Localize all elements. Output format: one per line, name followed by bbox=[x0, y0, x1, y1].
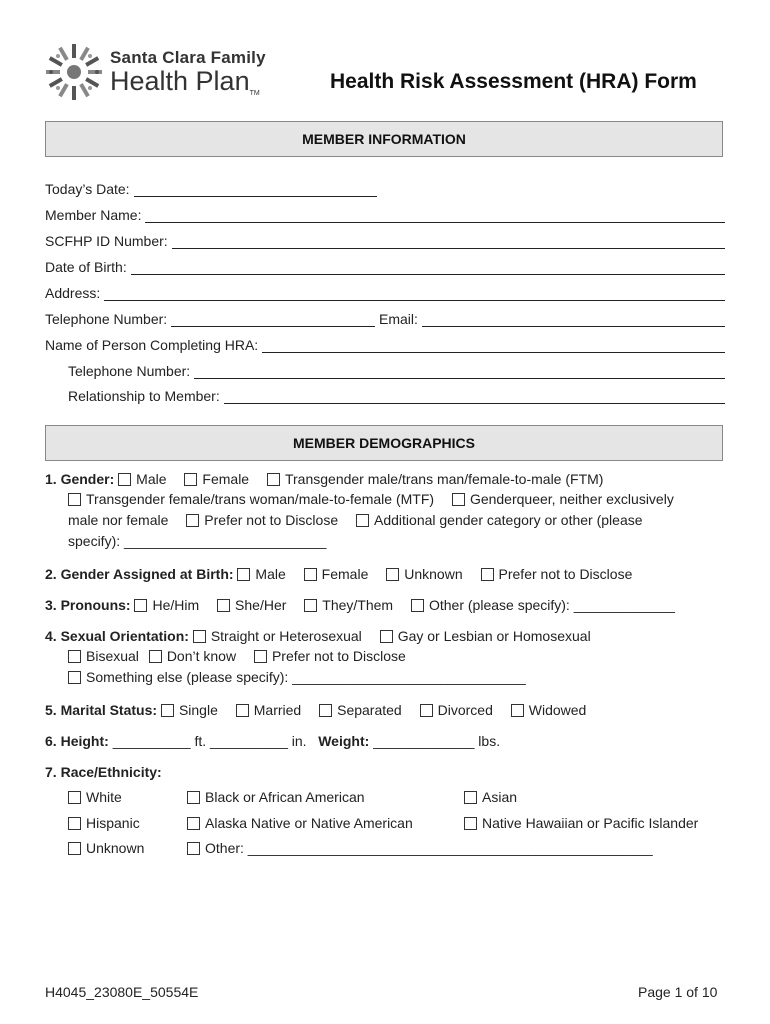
checkbox-marital-married[interactable] bbox=[236, 704, 249, 717]
logo-text-main: Health PlanTM bbox=[110, 66, 260, 97]
race-option-white: White bbox=[68, 789, 122, 805]
checkbox-orientation-straight[interactable] bbox=[193, 630, 206, 643]
checkbox-race-pacific-islander[interactable] bbox=[464, 817, 477, 830]
question-orientation-line3: Something else (please specify): ______________________________ bbox=[68, 669, 526, 685]
telephone-label: Telephone Number: bbox=[45, 311, 168, 327]
todays-date-field[interactable] bbox=[45, 177, 377, 197]
question-height-weight: 6. Height: __________ ft. __________ in. Weight: _____________ lbs. bbox=[45, 733, 501, 749]
checkbox-pronoun-she[interactable] bbox=[217, 599, 230, 612]
telephone-field[interactable] bbox=[45, 307, 375, 327]
question-gender-at-birth: 2. Gender Assigned at Birth: Male Female Unknown Prefer not to Disclose bbox=[45, 566, 633, 582]
member-name-field[interactable] bbox=[45, 203, 725, 223]
person-telephone-field[interactable] bbox=[68, 359, 725, 379]
race-option-hispanic: Hispanic bbox=[68, 815, 140, 831]
height-field[interactable]: __________ ft. __________ in. bbox=[112, 733, 307, 749]
question-gender: 1. Gender: Male Female Transgender male/trans man/female-to-male (FTM) bbox=[45, 471, 604, 487]
checkbox-gender-ftm[interactable] bbox=[267, 473, 280, 486]
person-completing-field[interactable] bbox=[45, 333, 725, 353]
question-gender-line2: Transgender female/trans woman/male-to-female (MTF) Genderqueer, neither exclusively bbox=[68, 491, 674, 507]
race-option-unknown: Unknown bbox=[68, 840, 144, 856]
checkbox-gender-mtf[interactable] bbox=[68, 493, 81, 506]
question-sexual-orientation: 4. Sexual Orientation: Straight or Heterosexual Gay or Lesbian or Homosexual bbox=[45, 628, 591, 644]
logo-text-top: Santa Clara Family bbox=[110, 48, 266, 67]
member-information-header: MEMBER INFORMATION bbox=[45, 121, 723, 157]
question-gender-line3: male nor female Prefer not to Disclose Additional gender category or other (please bbox=[68, 512, 643, 528]
checkbox-pronoun-other[interactable] bbox=[411, 599, 424, 612]
member-demographics-header: MEMBER DEMOGRAPHICS bbox=[45, 425, 723, 461]
form-title: Health Risk Assessment (HRA) Form bbox=[330, 70, 697, 93]
dob-label: Date of Birth: bbox=[45, 259, 127, 275]
checkbox-gender-female[interactable] bbox=[184, 473, 197, 486]
checkbox-race-hispanic[interactable] bbox=[68, 817, 81, 830]
scfhp-id-field[interactable] bbox=[45, 229, 725, 249]
checkbox-race-white[interactable] bbox=[68, 791, 81, 804]
question-gender-line4: specify): __________________________ bbox=[68, 533, 327, 549]
race-option-pacific-islander: Native Hawaiian or Pacific Islander bbox=[464, 815, 698, 831]
checkbox-gender-prefer-not[interactable] bbox=[186, 514, 199, 527]
checkbox-race-other[interactable] bbox=[187, 842, 200, 855]
race-option-alaska-native: Alaska Native or Native American bbox=[187, 815, 413, 831]
checkbox-orientation-prefer-not[interactable] bbox=[254, 650, 267, 663]
checkbox-pronoun-they[interactable] bbox=[304, 599, 317, 612]
checkbox-marital-single[interactable] bbox=[161, 704, 174, 717]
page-number: Page 1 of 10 bbox=[638, 984, 718, 1000]
question-orientation-line2: Bisexual Don’t know Prefer not to Disclose bbox=[68, 648, 406, 664]
checkbox-marital-separated[interactable] bbox=[319, 704, 332, 717]
member-name-label: Member Name: bbox=[45, 207, 142, 223]
question-pronouns: 3. Pronouns: He/Him She/Her They/Them Other (please specify): _____________ bbox=[45, 597, 675, 613]
race-option-black: Black or African American bbox=[187, 789, 365, 805]
person-telephone-label: Telephone Number: bbox=[68, 363, 191, 379]
gender-label: Gender: bbox=[60, 471, 115, 487]
checkbox-race-asian[interactable] bbox=[464, 791, 477, 804]
address-field[interactable] bbox=[45, 281, 725, 301]
checkbox-orientation-bisexual[interactable] bbox=[68, 650, 81, 663]
checkbox-orientation-other[interactable] bbox=[68, 671, 81, 684]
scfhp-id-label: SCFHP ID Number: bbox=[45, 233, 168, 249]
checkbox-birth-prefer-not[interactable] bbox=[481, 568, 494, 581]
email-field[interactable] bbox=[379, 307, 725, 327]
form-code: H4045_23080E_50554E bbox=[45, 984, 199, 1000]
checkbox-birth-male[interactable] bbox=[237, 568, 250, 581]
checkbox-pronoun-he[interactable] bbox=[134, 599, 147, 612]
question-marital-status: 5. Marital Status: Single Married Separated Divorced Widowed bbox=[45, 702, 587, 718]
checkbox-marital-widowed[interactable] bbox=[511, 704, 524, 717]
dob-field[interactable] bbox=[45, 255, 725, 275]
checkbox-race-unknown[interactable] bbox=[68, 842, 81, 855]
relationship-field[interactable] bbox=[68, 384, 725, 404]
email-label: Email: bbox=[379, 311, 418, 327]
relationship-label: Relationship to Member: bbox=[68, 388, 220, 404]
checkbox-race-alaska-native[interactable] bbox=[187, 817, 200, 830]
todays-date-label: Today’s Date: bbox=[45, 181, 130, 197]
checkbox-gender-other[interactable] bbox=[356, 514, 369, 527]
logo-icon bbox=[42, 40, 106, 104]
checkbox-orientation-dont-know[interactable] bbox=[149, 650, 162, 663]
person-completing-label: Name of Person Completing HRA: bbox=[45, 337, 259, 353]
checkbox-birth-unknown[interactable] bbox=[386, 568, 399, 581]
checkbox-race-black[interactable] bbox=[187, 791, 200, 804]
address-label: Address: bbox=[45, 285, 101, 301]
race-option-asian: Asian bbox=[464, 789, 517, 805]
checkbox-gender-genderqueer[interactable] bbox=[452, 493, 465, 506]
race-option-other: Other: ____________________________________________________ bbox=[187, 840, 653, 856]
question-race-ethnicity: 7. Race/Ethnicity: bbox=[45, 764, 162, 780]
checkbox-birth-female[interactable] bbox=[304, 568, 317, 581]
checkbox-orientation-gay[interactable] bbox=[380, 630, 393, 643]
checkbox-marital-divorced[interactable] bbox=[420, 704, 433, 717]
weight-field[interactable]: _____________ lbs. bbox=[373, 733, 501, 749]
checkbox-gender-male[interactable] bbox=[118, 473, 131, 486]
